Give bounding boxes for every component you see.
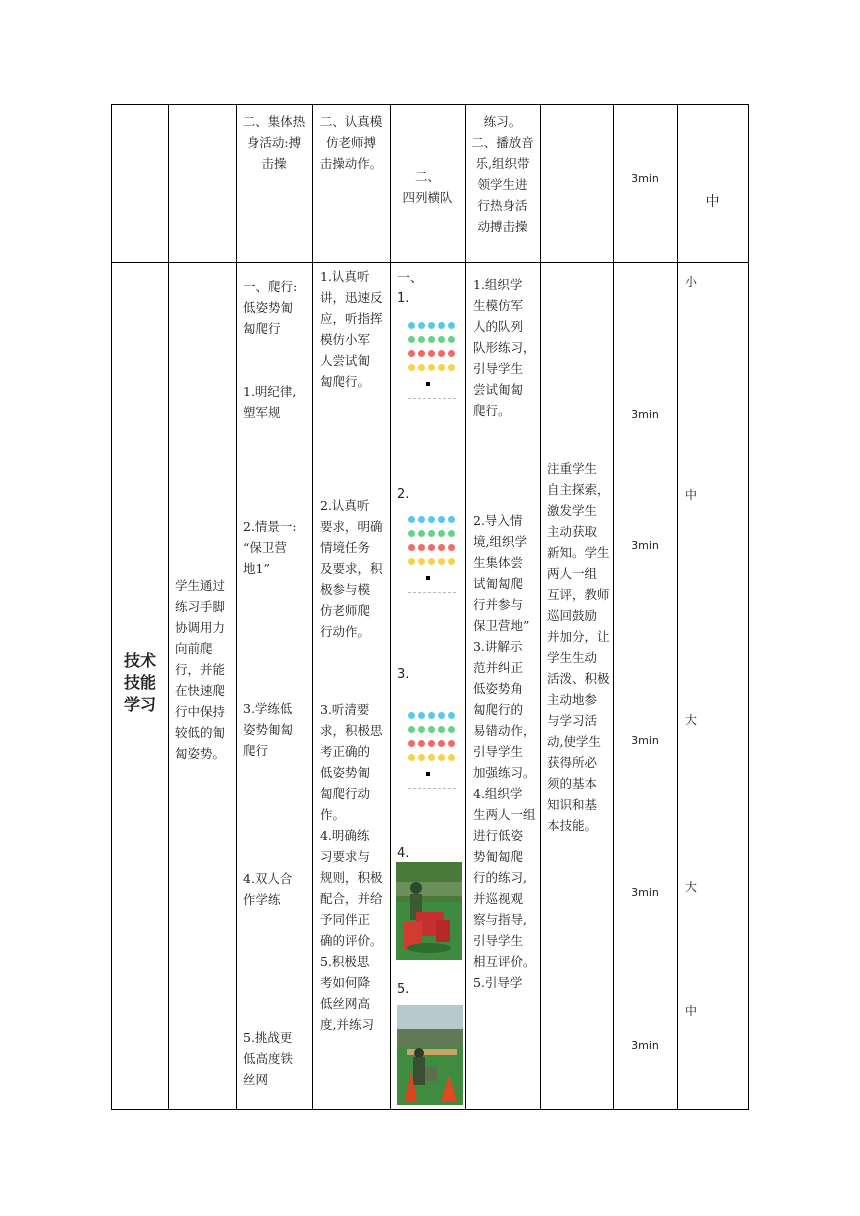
student-dot xyxy=(448,558,455,565)
student-dot xyxy=(408,544,415,551)
table-col-line xyxy=(677,104,678,1110)
table-col-line xyxy=(236,104,237,1110)
teacher-mark xyxy=(426,382,430,386)
student-dot xyxy=(418,516,425,523)
student-dot xyxy=(448,726,455,733)
formation-label-0: 一、 xyxy=(397,271,424,286)
intensity-4: 大 xyxy=(685,880,698,894)
student-dot xyxy=(428,336,435,343)
learning-goal-cell: 学生通过 练习手脚 协调用力 向前爬 行，并能 在快速爬 行中保持 较低的匍 匐姿势。 xyxy=(175,578,226,761)
baseline-dash xyxy=(408,398,456,399)
student-dot xyxy=(428,530,435,537)
baseline-dash xyxy=(408,788,456,789)
student-dot xyxy=(448,322,455,329)
student-dot xyxy=(448,544,455,551)
student-dot xyxy=(408,322,415,329)
student-dot xyxy=(418,322,425,329)
student-dot xyxy=(438,740,445,747)
teacher-activity-2: 2.导入情 境,组织学 生集体尝 试匍匐爬 行并参与 保卫营地” 3.讲解示 范并纠正 低姿势角 匐爬行的 易错动作， 引导学生 加强练习。 4.组织学 生两人一组 进行低姿 势匍匐爬 行的练习, 并巡视观 察与指导, 引导学生 相互评价。 5.引导学 xyxy=(473,513,536,990)
table-col-line xyxy=(540,104,541,1110)
student-dot xyxy=(428,712,435,719)
student-dot xyxy=(438,754,445,761)
student-dot xyxy=(418,530,425,537)
student-dot xyxy=(418,558,425,565)
student-dot xyxy=(448,530,455,537)
formation-diagram-3 xyxy=(400,708,460,798)
student-dot xyxy=(438,322,445,329)
student-dot xyxy=(448,712,455,719)
content-item-2: 2.情景一: “保卫营 地1” xyxy=(243,519,297,576)
table-col-line xyxy=(111,104,112,1110)
table-col-line xyxy=(390,104,391,1110)
student-activity-3: 3.听清要 求，积极思 考正确的 低姿势匍 匐爬行动 作。 4.明确练 习要求与 规则，积极 配合，并给 予同伴正 确的评价。 5.积极思 考如何降 低丝网高 度,并练习 xyxy=(320,702,383,1032)
formation-label-2: 2. xyxy=(397,487,410,502)
student-dot xyxy=(408,558,415,565)
student-dot xyxy=(418,726,425,733)
student-dot xyxy=(408,726,415,733)
student-dot xyxy=(438,336,445,343)
time-3: 3min xyxy=(631,734,659,747)
student-dot xyxy=(428,516,435,523)
crawling-practice-photo-1 xyxy=(396,862,462,960)
time-5: 3min xyxy=(631,1039,659,1052)
table-col-line xyxy=(168,104,169,1110)
table-col-line xyxy=(465,104,466,1110)
time-4: 3min xyxy=(631,886,659,899)
student-dot xyxy=(428,350,435,357)
student-activity-2: 2.认真听 要求，明确 情境任务 及要求，积 极参与模 仿老师爬 行动作。 xyxy=(320,498,383,639)
student-dot xyxy=(438,726,445,733)
crawling-practice-photo-2 xyxy=(397,1005,463,1105)
student-dot xyxy=(428,364,435,371)
student-dot xyxy=(418,544,425,551)
student-dot xyxy=(448,740,455,747)
student-dot xyxy=(438,516,445,523)
student-dot xyxy=(428,322,435,329)
formation-diagram-1 xyxy=(400,318,460,408)
table-col-line xyxy=(312,104,313,1110)
student-dot xyxy=(408,530,415,537)
student-dot xyxy=(428,740,435,747)
student-dot xyxy=(428,544,435,551)
student-dot xyxy=(418,712,425,719)
student-dot xyxy=(448,336,455,343)
student-dot xyxy=(408,754,415,761)
student-dot xyxy=(408,740,415,747)
table-col-line xyxy=(748,104,749,1110)
student-dot xyxy=(448,350,455,357)
student-dot xyxy=(418,740,425,747)
student-dot xyxy=(408,364,415,371)
intensity-1: 小 xyxy=(685,275,698,289)
student-dot xyxy=(428,754,435,761)
formation-label-4: 4. xyxy=(397,846,410,861)
student-dot xyxy=(438,544,445,551)
student-dot xyxy=(438,350,445,357)
student-dot xyxy=(438,712,445,719)
student-dot xyxy=(418,754,425,761)
intensity-3: 大 xyxy=(685,713,698,727)
warmup-formation-cell: 二、 四列横队 xyxy=(402,169,453,205)
student-dot xyxy=(408,712,415,719)
warmup-student-cell: 二、认真模 仿老师搏 击操动作。 xyxy=(319,114,383,171)
intensity-2: 中 xyxy=(685,488,698,502)
student-dot xyxy=(418,336,425,343)
student-dot xyxy=(438,530,445,537)
time-2: 3min xyxy=(631,539,659,552)
table-col-line xyxy=(613,104,614,1110)
warmup-content-cell: 二、集体热 身活动:搏 击操 xyxy=(242,114,306,171)
time-1: 3min xyxy=(631,408,659,421)
intensity-5: 中 xyxy=(685,1004,698,1018)
table-row-divider xyxy=(111,262,749,263)
content-item-3: 3.学练低 姿势匍匐 爬行 xyxy=(243,701,294,758)
content-item-4: 4.双人合 作学练 xyxy=(243,871,293,907)
student-dot xyxy=(408,336,415,343)
student-dot xyxy=(408,516,415,523)
student-dot xyxy=(408,350,415,357)
formation-label-3: 3. xyxy=(397,667,410,682)
student-dot xyxy=(418,364,425,371)
table-border-top xyxy=(111,104,749,105)
student-dot xyxy=(418,350,425,357)
content-item-1: 一、爬行: 低姿势匍 匐爬行 xyxy=(243,279,298,336)
formation-label-1: 1. xyxy=(397,291,410,306)
baseline-dash xyxy=(408,592,456,593)
formation-diagram-2 xyxy=(400,512,460,602)
warmup-time-cell: 3min xyxy=(631,172,659,185)
student-dot xyxy=(448,516,455,523)
student-dot xyxy=(428,726,435,733)
table-border-bottom xyxy=(111,1109,749,1110)
teacher-mark xyxy=(426,772,430,776)
section-title: 技术 技能 学习 xyxy=(123,651,156,714)
teacher-activity-1: 1.组织学 生模仿军 人的队列 队形练习， 引导学生 尝试匍匐 爬行。 xyxy=(473,277,536,418)
content-item-1b: 1.明纪律, 塑军规 xyxy=(243,384,297,420)
teaching-method-cell: 注重学生 自主探索， 激发学生 主动获取 新知。学生 两人一组 互评，教师 巡回鼓励 并加分，让 学生生动 活泼、积极 主动地参 与学习活 动,使学生 获得所必 须的基本 知识和基 本技能。 xyxy=(547,461,610,833)
content-item-5: 5.挑战更 低高度铁 丝网 xyxy=(243,1030,294,1087)
student-dot xyxy=(448,754,455,761)
student-dot xyxy=(428,558,435,565)
formation-label-5: 5. xyxy=(397,982,410,997)
warmup-teacher-cell: 练习。 二、播放音 乐,组织带 领学生进 行热身活 动搏击操 xyxy=(471,114,534,234)
warmup-intensity-cell: 中 xyxy=(705,194,720,210)
student-dot xyxy=(438,364,445,371)
student-dot xyxy=(448,364,455,371)
student-activity-1: 1.认真听 讲，迅速反 应，听指挥 模仿小军 人尝试匍 匐爬行。 xyxy=(320,269,383,389)
student-dot xyxy=(438,558,445,565)
teacher-mark xyxy=(426,576,430,580)
